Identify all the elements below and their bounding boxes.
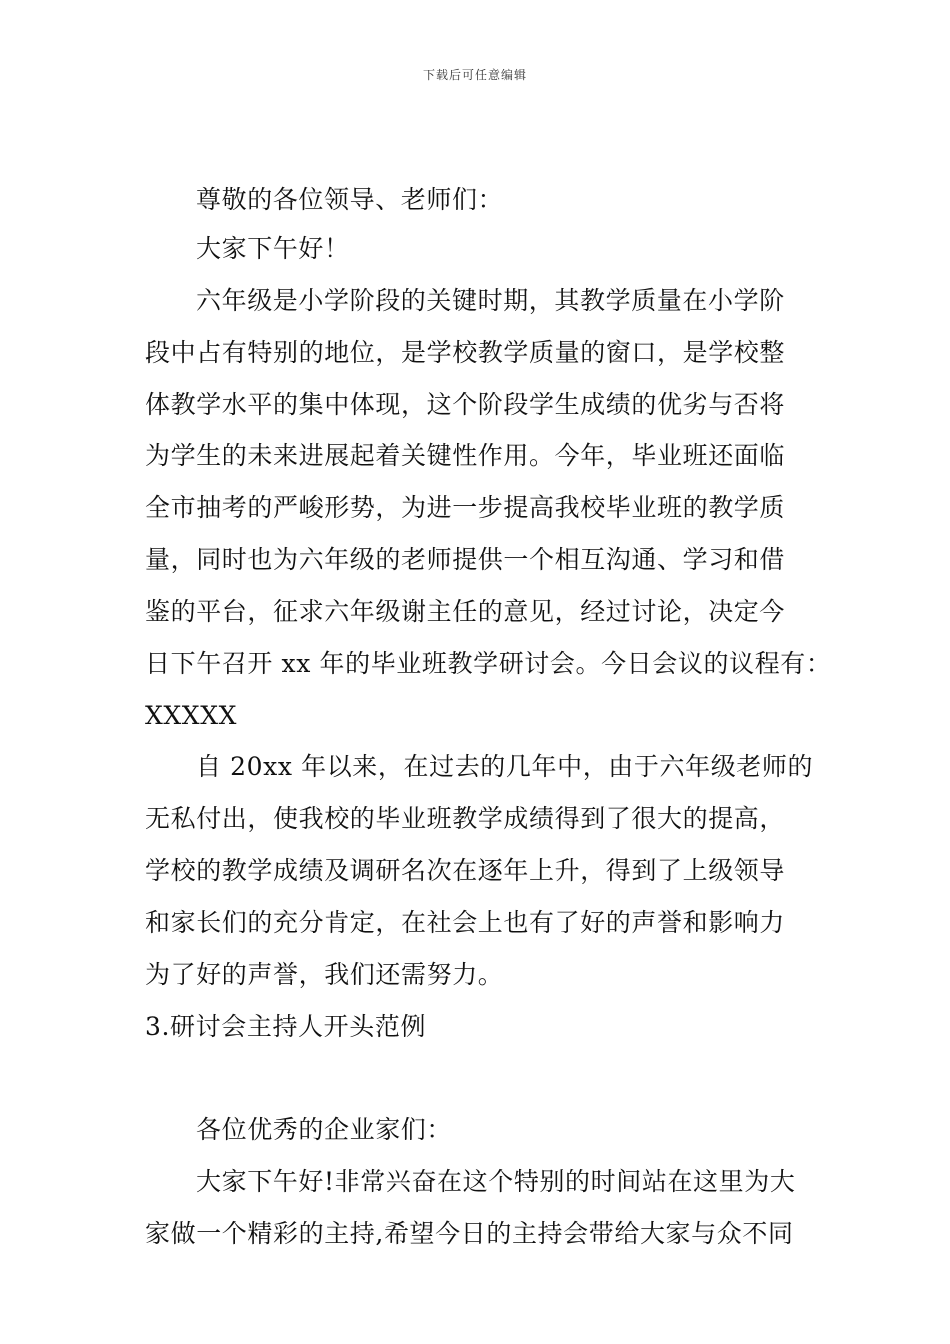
- paragraph-line: 大家下午好!非常兴奋在这个特别的时间站在这里为大: [196, 1167, 796, 1196]
- paragraph-line: 自 20xx 年以来，在过去的几年中，由于六年级老师的: [196, 752, 814, 781]
- paragraph-line: 量，同时也为六年级的老师提供一个相互沟通、学习和借: [145, 545, 786, 574]
- page-header: 下载后可任意编辑: [422, 68, 527, 82]
- salutation-line: 各位优秀的企业家们：: [196, 1115, 453, 1144]
- salutation-line: 尊敬的各位领导、老师们：: [196, 185, 504, 214]
- paragraph-line: 日下午召开 xx 年的毕业班教学研讨会。今日会议的议程有：: [145, 649, 832, 678]
- paragraph-line: 为学生的未来进展起着关键性作用。今年，毕业班还面临: [145, 441, 786, 470]
- section-heading: 3.研讨会主持人开头范例: [145, 1012, 427, 1041]
- paragraph-line: XXXXX: [145, 701, 237, 730]
- paragraph-line: 体教学水平的集中体现，这个阶段学生成绩的优劣与否将: [145, 390, 786, 419]
- paragraph-line: 鉴的平台，征求六年级谢主任的意见，经过讨论，决定今: [145, 597, 786, 626]
- paragraph-line: 全市抽考的严峻形势，为进一步提高我校毕业班的教学质: [145, 493, 786, 522]
- paragraph-line: 为了好的声誉，我们还需努力。: [145, 960, 504, 989]
- paragraph-line: 六年级是小学阶段的关键时期，其教学质量在小学阶: [196, 286, 785, 315]
- paragraph-line: 学校的教学成绩及调研名次在逐年上升，得到了上级领导: [145, 856, 786, 885]
- paragraph-line: 段中占有特别的地位，是学校教学质量的窗口，是学校整: [145, 338, 786, 367]
- paragraph-line: 家做一个精彩的主持,希望今日的主持会带给大家与众不同: [145, 1219, 794, 1248]
- paragraph-line: 无私付出，使我校的毕业班教学成绩得到了很大的提高，: [145, 804, 786, 833]
- paragraph-line: 和家长们的充分肯定，在社会上也有了好的声誉和影响力: [145, 908, 786, 937]
- greeting-line: 大家下午好！: [196, 234, 350, 263]
